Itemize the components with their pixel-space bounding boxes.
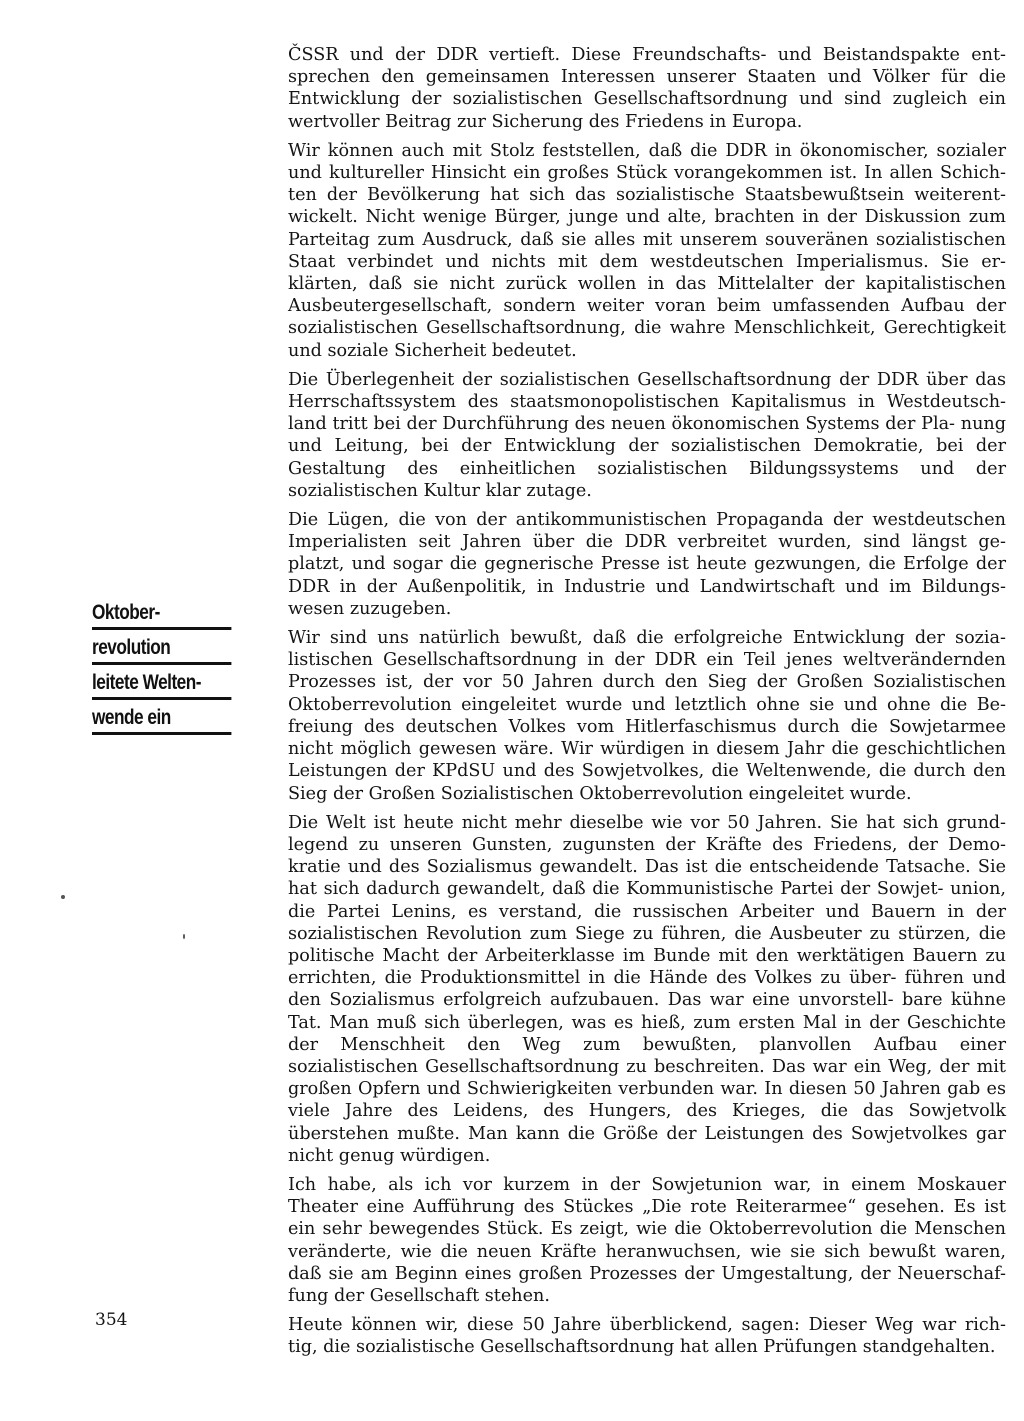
marginal-heading-line: revolution [92,635,231,665]
paragraph: ČSSR und der DDR vertieft. Diese Freundschafts- und Beistandspakte ent- sprechen den gemeinsamen Interessen unserer Staaten und Völker für die Entwicklung der sozialistischen Gesellschaftsordnung und sind zugleich ein wertvoller Beitrag zur Sicherung des Friedens in Europa. [288,45,1006,132]
paragraph: Heute können wir, diese 50 Jahre überblickend, sagen: Dieser Weg war rich- tig, die sozialistische Gesellschaftsordnung hat allen Prüfungen standgehalten. [288,1315,1006,1358]
page-number: 354 [95,1310,128,1330]
paragraph: Die Überlegenheit der sozialistischen Gesellschaftsordnung der DDR über das Herrschaftssystem des staatsmonopolistischen Kapitalismus in Westdeutsch- land tritt bei der Durchführung des neuen ökonomischen Systems der Pla- nung und Leitung, bei der Entwicklung der sozialistischen Demokratie, bei der Gestaltung des einheitlichen sozialistischen Bildungssystems und der sozialistischen Kultur klar zutage. [288,369,1006,501]
marginal-heading-line: leitete Welten- [92,670,231,700]
paragraph: Wir können auch mit Stolz feststellen, daß die DDR in ökonomischer, sozialer und kultureller Hinsicht ein großes Stück vorangekommen ist. In allen Schich- ten der Bevölkerung hat sich das sozialistische Staatsbewußtsein weiterent- wickelt. Nicht wenige Bürger, junge und alte, brachten in der Diskussion zum Parteitag zum Ausdruck, daß sie alles mit unserem souveränen sozialistischen Staat verbindet und nichts mit dem westdeutschen Imperialismus. Sie er- klärten, daß sie nicht zurück wollen in das Mittelalter der kapitalistischen Ausbeutergesellschaft, sondern weiter voran beim umfassenden Aufbau der sozialistischen Gesellschaftsordnung, die wahre Menschlichkeit, Gerechtigkeit und soziale Sicherheit bedeutet. [288,140,1006,361]
paragraph: Die Welt ist heute nicht mehr dieselbe wie vor 50 Jahren. Sie hat sich grund- legend zu unseren Gunsten, zugunsten der Kräfte des Friedens, der Demo- kratie und des Sozialismus gewandelt. Das ist die entscheidende Tatsache. Sie hat sich dadurch gewandelt, daß die Kommunistische Partei der Sowjet- union, die Partei Lenins, es verstand, die russischen Arbeiter und Bauern in der sozialistischen Revolution zum Siege zu führen, die Ausbeuter zu stürzen, die politische Macht der Arbeiterklasse im Bunde mit den werktätigen Bauern zu errichten, die Produktionsmittel in die Hände des Volkes zu über- führen und den Sozialismus erfolgreich aufzubauen. Das war eine unvorstell- bare kühne Tat. Man muß sich überlegen, was es hieß, zum ersten Mal in der Geschichte der Menschheit den Weg zum bewußten, planvollen Aufbau einer sozialistischen Gesellschaftsordnung zu beschreiten. Das war ein Weg, der mit großen Opfern und Schwierigkeiten verbunden war. In diesen 50 Jahren gab es viele Jahre des Leidens, des Hungers, des Krieges, die das Sowjetvolk überstehen mußte. Man kann die Größe der Leistungen des Sowjetvolkes gar nicht genug würdigen. [288,812,1006,1166]
paragraph: Die Lügen, die von der antikommunistischen Propaganda der westdeutschen Imperialisten seit Jahren über die DDR verbreitet wurden, sind längst ge- platzt, und sogar die gegnerische Presse ist heute gezwungen, die Erfolge der DDR in der Außenpolitik, in Industrie und Landwirtschaft und im Bildungs- wesen zuzugeben. [288,510,1006,619]
marginal-heading-line: Oktober- [92,600,231,630]
scan-speck [183,934,185,939]
marginal-heading [92,600,262,740]
paragraph: Ich habe, als ich vor kurzem in der Sowjetunion war, in einem Moskauer Theater eine Aufführung des Stückes „Die rote Reiterarmee“ gesehen. Es ist ein sehr bewegendes Stück. Es zeigt, wie die Oktoberrevolution die Menschen veränderte, wie die neuen Kräfte heranwuchsen, wie sie sich bewußt waren, daß sie am Beginn eines großen Prozesses der Umgestaltung, der Neuerschaf- fung der Gesellschaft stehen. [288,1174,1006,1306]
paragraph: Wir sind uns natürlich bewußt, daß die erfolgreiche Entwicklung der sozia- listischen Gesellschaftsordnung in der DDR ein Teil jenes weltverändernden Prozesses ist, der vor 50 Jahren durch den Sieg der Großen Sozialistischen Oktoberrevolution eingeleitet wurde und letztlich ohne sie und ohne die Be- freiung des deutschen Volkes vom Hitlerfaschismus durch die Sowjetarmee nicht möglich gewesen wäre. Wir würdigen in diesem Jahr die geschichtlichen Leistungen der KPdSU und des Sowjetvolkes, die Weltenwende, die durch den Sieg der Großen Sozialistischen Oktoberrevolution eingeleitet wurde. [288,628,1006,804]
marginal-heading-line: wende ein [92,705,231,735]
scan-speck [61,895,65,899]
main-text-column [288,44,1006,1366]
